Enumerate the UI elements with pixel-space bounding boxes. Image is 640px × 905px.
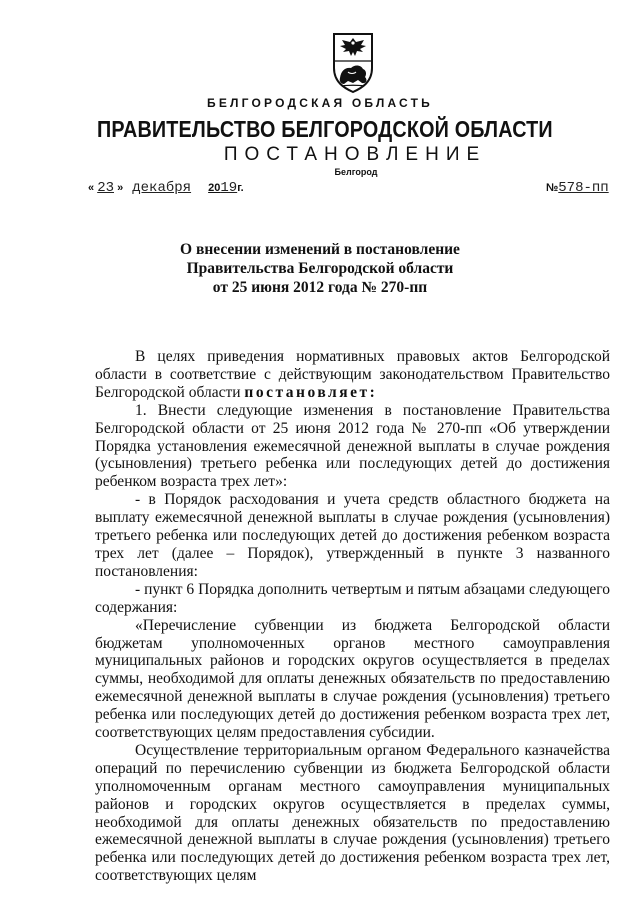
document-date bbox=[88, 180, 244, 196]
preamble-text: В целях приведения нормативных правовых актов Белгородской области в соответствие с действующим законодательством Правительство Белгородской области bbox=[95, 348, 610, 401]
paragraph-amendment: - пункт 6 Порядка дополнить четвертым и пятым абзацами следующего содержания: bbox=[95, 580, 610, 616]
title-line-3: от 25 июня 2012 года № 270-пп bbox=[212, 279, 428, 296]
date-month: декабря bbox=[132, 180, 192, 196]
document-number bbox=[546, 180, 609, 196]
government-name: ПРАВИТЕЛЬСТВО БЕЛГОРОДСКОЙ ОБЛАСТИ bbox=[96, 116, 553, 142]
number-value: 578-пп bbox=[558, 180, 609, 196]
date-year-prefix: 20 bbox=[208, 182, 221, 194]
city-name: Белгород bbox=[334, 167, 378, 177]
date-close-quote: » bbox=[117, 182, 124, 194]
date-year-suffix: 19 bbox=[220, 180, 238, 196]
paragraph-item-1: 1. Внести следующие изменения в постановление Правительства Белгородской области от 25 июня 2012 года № 270-пп «Об утверждении Порядка установления ежемесячной денежной выплаты в случае рождения (усыновления) третьего ребенка или последующих детей до достижения ребенком возраста трех лет»: bbox=[95, 401, 610, 491]
paragraph-procedure: - в Порядок расходования и учета средств областного бюджета на выплату ежемесячной денежной выплаты в случае рождения (усыновления) третьего ребенка или последующих детей до достижения ребенком возраста трех лет (далее – Порядок), утвержденный в пункте 3 названного постановления: bbox=[95, 491, 610, 580]
paragraph-preamble bbox=[95, 348, 610, 402]
date-year-abbr: г. bbox=[237, 182, 244, 194]
preamble-resolves: постановляет: bbox=[244, 383, 378, 401]
document-title bbox=[0, 240, 640, 297]
date-open-quote: « bbox=[88, 182, 95, 194]
paragraph-quote-1: «Перечисление субвенции из бюджета Белгородской области бюджетам уполномоченных органов местного самоуправления муниципальных районов и городских округов осуществляется в пределах суммы, необходимой для оплаты денежных обязательств по предоставлению ежемесячной денежной выплаты в случае рождения (усыновления) третьего ребенка или последующих детей до достижения ребенком возраста трех лет, соответствующих целям предоставления субсидии. bbox=[95, 616, 610, 742]
number-prefix: № bbox=[546, 182, 559, 194]
title-line-1: О внесении изменений в постановление bbox=[180, 241, 460, 258]
paragraph-quote-2: Осуществление территориальным органом Федерального казначейства операций по перечислению субвенции из бюджета Белгородской области уполномоченным органам местного самоуправления муниципальных районов и городских округов осуществляется в пределах суммы, необходимой для оплаты денежных обязательств по предоставлению ежемесячной денежной выплаты в случае рождения (усыновления) третьего ребенка или последующих детей до достижения ребенком возраста трех лет, соответствующих целям bbox=[95, 741, 610, 885]
document-type: ПОСТАНОВЛЕНИЕ bbox=[223, 144, 487, 165]
region-name: БЕЛГОРОДСКАЯ ОБЛАСТЬ bbox=[207, 96, 433, 110]
date-day: 23 bbox=[97, 180, 114, 196]
document-body bbox=[95, 348, 610, 885]
title-line-2: Правительства Белгородской области bbox=[186, 260, 454, 277]
coat-of-arms-icon bbox=[328, 30, 378, 94]
